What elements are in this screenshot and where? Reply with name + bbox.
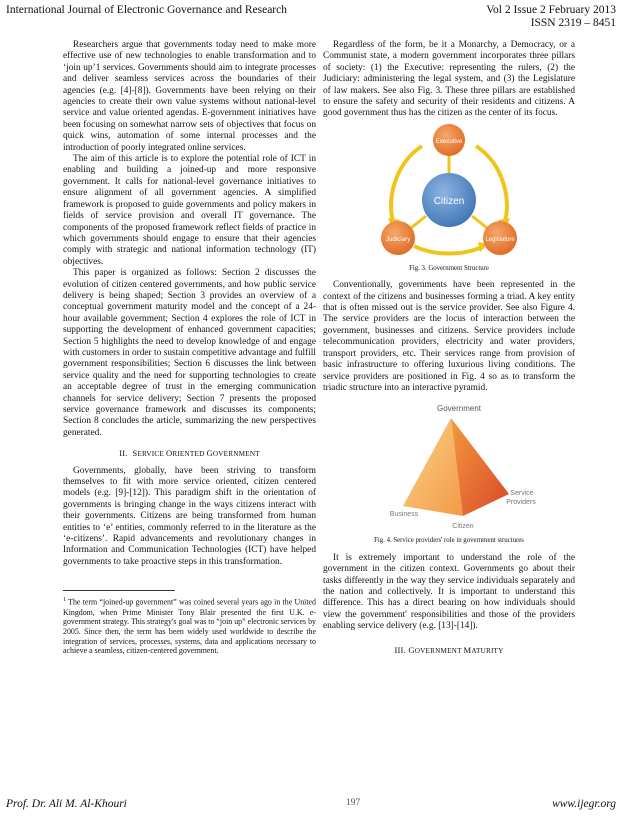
section-heading: III. GOVERNMENT MATURITY [394,644,504,655]
legislature-label: Legislature [485,236,515,243]
issue-info [486,4,616,30]
paragraph: This paper is organized as follows: Section 2 discusses the evolution of citizen centered governments, and how public service delivery is being shaped; Section 3 provides an overview of a conceptual government maturity model and the concept of a 24-hour available government; Section 4 explores the role of ICT in supporting the development of enhanced government capacities; Section 5 highlights the need to develop knowledge of and engage with customers in order to sustain competitive advantage and fulfill government responsibilities; Section 6 discusses the link between service quality and the need for supporting technologies to create an acceptable degree of trust in the emerging communication channels for service delivery; Section 7 presents the proposed service governance framework and discusses its components; Section 8 concludes the article, summarizing the new perspectives generated. [63,268,316,438]
paragraph: Researchers argue that governments today need to make more effective use of new technologies to enable transformation and to ‘join up’1 services. Governments should aim to integrate processes and deliver seamless services across the boundaries of their agencies (e.g. [4]-[8]). Governments have been relying on their agencies to create their own value systems without national-level service and value oriented agendas. E-government initiatives have been focusing on somewhat narrow sets of objectives that focus on quick wins, automation of some internal processes and the introduction of poorly integrated online services. [63,40,316,153]
business-label: Business [389,511,419,519]
government-structure-diagram [364,124,534,262]
left-column [63,40,316,656]
paragraph: The aim of this article is to explore the potential role of ICT in enabling and building a joined-up and more responsive government. It calls for national-level governance initiatives to ensure alignment of all government agencies. A simplified framework is proposed to guide governments and policy makers in fields of service provision and overall IT governance. The components of the proposed framework reflect fields of practice in which governments should engage to ensure that their agencies comply with strategic and national information technology (IT) objectives. [63,154,316,267]
volume-issue: Vol 2 Issue 2 February 2013 [486,4,616,16]
government-label: Government [436,404,482,414]
figure-caption: Fig. 4. Service providers' role in government structures [374,537,524,545]
issn: ISSN 2319 – 8451 [530,17,616,29]
footnote-divider [63,590,175,591]
paragraph: It is extremely important to understand the role of the government in the citizen context. Governments go about their tasks differently in the way they service individuals separately and the nation and collectively. It is important to understand this difference. This has a direct bearing on how individuals should view the government' responsibilities and those of the providers enabling service delivery (e.g. [13]-[14]). [323,552,575,632]
citizen-label: Citizen [433,195,465,207]
paragraph: Governments, globally, have been striving to transform themselves to fit with more service oriented, citizen centered models (e.g. [9]-[12]). This paradigm shift in the orientation of governments is bringing change in the ways citizens interact with their governments. Citizens are being transformed from human entities to ‘e’ entities, commonly referred to in the literature as the ‘e-citizens’. Rapid advancements and revolutionary changes in Information and Communication Technologies (ICT) have helped governments to take proactive steps in this transformation. [63,465,316,567]
service-label: Service [510,490,534,498]
figure-caption: Fig. 3. Government Structure [409,264,489,272]
executive-label: Executive [435,137,463,145]
footer-url[interactable]: www.ijegr.org [552,798,616,810]
section-heading: II. SERVICE ORIENTED GOVERNMENT [119,448,260,459]
footer-author: Prof. Dr. Ali M. Al-Khouri [6,798,127,810]
arrow-arc-left [391,146,422,224]
right-column [323,40,575,662]
footnote: $^1$ The term “joined-up government” was coined several years ago in the United Kingdom, when Prime Minister Tony Blair presented the first U.K. e-government strategy. This strategy's goal was to “join up” electronic services by 2005. Since then, the term has been widely used worldwide to describe the integration of services, processes, systems, data and applications necessary to achieve a seamless, citizen-centered government. [63,597,316,656]
paragraph: Conventionally, governments have been represented in the context of the citizens and businesses forming a triad. A key entity that is often missed out is the service provider. See also Figure 4. The service providers are the locus of interaction between the government, businesses and citizens. Service providers include telecommunication providers, electricity and water providers, transport providers, etc. Their services range from provision of basic infrastructure to offering luxurious living conditions. The service providers are positioned in Fig. 4 so as to transform the triadic structure into an interactive pyramid. [323,280,575,393]
arrow-arc-bottom [414,246,484,254]
page-number: 197 [346,798,361,808]
journal-title: International Journal of Electronic Governance and Research [6,4,287,16]
service-provider-pyramid [359,402,539,534]
judiciary-label: Judiciary [385,235,411,243]
arrow-arc-right [476,146,507,224]
citizen-label: Citizen [452,523,474,531]
providers-label: Providers [506,499,536,507]
paragraph: Regardless of the form, be it a Monarchy, a Democracy, or a Communist state, a modern government incorporates three pillars of society: (1) the Executive: representing the rulers, (2) the Judiciary: administering the legal system, and (3) the Legislature of law makers. See also Fig. 3. These three pillars are established to ensure the safety and security of their residents and citizens. A good government thus has the citizen as the center of its focus. [323,40,575,119]
